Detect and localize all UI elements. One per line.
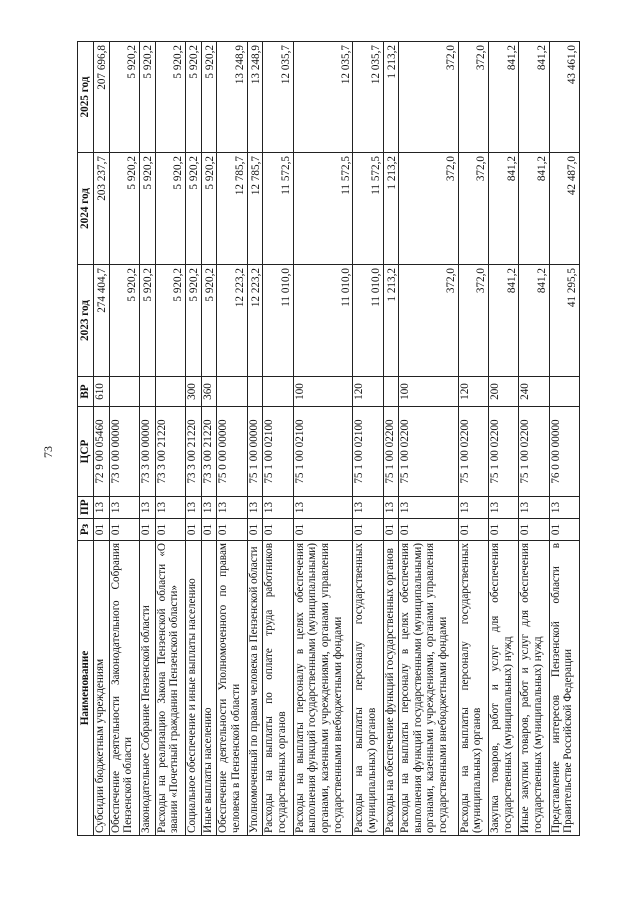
row-csr-cell: 76 0 00 00000 xyxy=(549,407,579,497)
header-csr: ЦСР xyxy=(78,407,94,497)
rotated-page-content xyxy=(77,42,580,836)
row-vr-cell xyxy=(217,377,247,407)
row-2025-cell: 12 035,7 xyxy=(293,42,352,153)
row-2025-cell: 372,0 xyxy=(458,42,488,153)
table-row xyxy=(519,42,549,836)
row-2025-cell: 5 920,2 xyxy=(201,42,217,153)
row-2025-cell: 5 920,2 xyxy=(186,42,202,153)
header-name: Наименование xyxy=(78,541,94,836)
row-2024-cell: 372,0 xyxy=(458,153,488,265)
row-2025-cell: 5 920,2 xyxy=(109,42,139,153)
row-vr-cell: 610 xyxy=(94,377,110,407)
row-csr-cell: 72 9 00 05460 xyxy=(94,407,110,497)
budget-table xyxy=(77,41,580,836)
row-name-cell: Расходы на выплаты персоналу государственных (муниципальных) органов xyxy=(353,541,383,836)
row-name-cell: Расходы на выплаты персоналу в целях обеспечения выполнения функций государственными (муниципальными) органами, казенными учреждениями, органами управления государственными внебюджетными фондами xyxy=(293,541,352,836)
row-2024-cell: 5 920,2 xyxy=(140,153,156,265)
row-csr-cell: 75 0 00 00000 xyxy=(217,407,247,497)
row-rz-cell: 01 xyxy=(488,519,518,541)
header-2025: 2025 год xyxy=(78,42,94,153)
table-row xyxy=(458,42,488,836)
row-name-cell: Расходы на выплаты по оплате труда работников государственных органов xyxy=(263,541,293,836)
row-2024-cell: 1 213,2 xyxy=(383,153,399,265)
header-pr: ПР xyxy=(78,497,94,519)
row-rz-cell: 01 xyxy=(383,519,399,541)
row-rz-cell: 01 xyxy=(140,519,156,541)
row-csr-cell: 75 1 00 02100 xyxy=(263,407,293,497)
header-rz: Рз xyxy=(78,519,94,541)
row-2025-cell: 1 213,2 xyxy=(383,42,399,153)
row-2023-cell: 372,0 xyxy=(458,265,488,377)
row-2024-cell: 841,2 xyxy=(488,153,518,265)
row-pr-cell: 13 xyxy=(293,497,352,519)
row-2023-cell: 5 920,2 xyxy=(186,265,202,377)
table-row xyxy=(155,42,185,836)
page-number: 73 xyxy=(41,446,55,458)
row-vr-cell xyxy=(549,377,579,407)
row-2024-cell: 5 920,2 xyxy=(186,153,202,265)
row-csr-cell: 73 3 00 21220 xyxy=(155,407,185,497)
row-csr-cell: 73 3 00 21220 xyxy=(201,407,217,497)
row-pr-cell: 13 xyxy=(186,497,202,519)
row-2023-cell: 5 920,2 xyxy=(140,265,156,377)
row-name-cell: Законодательное Собрание Пензенской области xyxy=(140,541,156,836)
row-csr-cell: 73 0 00 00000 xyxy=(109,407,139,497)
row-name-cell: Закупка товаров, работ и услуг для обеспечения государственных (муниципальных) нужд xyxy=(488,541,518,836)
row-rz-cell: 01 xyxy=(109,519,139,541)
row-vr-cell: 120 xyxy=(353,377,383,407)
row-2023-cell: 5 920,2 xyxy=(109,265,139,377)
row-pr-cell: 13 xyxy=(263,497,293,519)
table-row xyxy=(94,42,110,836)
table-row xyxy=(247,42,263,836)
row-pr-cell: 13 xyxy=(488,497,518,519)
row-rz-cell: 01 xyxy=(263,519,293,541)
row-name-cell: Уполномоченный по правам человека в Пензенской области xyxy=(247,541,263,836)
row-2023-cell: 12 223,2 xyxy=(247,265,263,377)
row-2023-cell: 11 010,0 xyxy=(293,265,352,377)
row-pr-cell: 13 xyxy=(247,497,263,519)
row-2024-cell: 12 785,7 xyxy=(247,153,263,265)
header-vr: ВР xyxy=(78,377,94,407)
row-vr-cell: 100 xyxy=(399,377,458,407)
row-csr-cell: 75 1 00 02200 xyxy=(519,407,549,497)
row-2023-cell: 372,0 xyxy=(399,265,458,377)
row-rz-cell: 01 xyxy=(201,519,217,541)
row-2023-cell: 12 223,2 xyxy=(217,265,247,377)
row-rz-cell: 01 xyxy=(247,519,263,541)
row-name-cell: Расходы на обеспечение функций государственных органов xyxy=(383,541,399,836)
row-rz-cell: 01 xyxy=(353,519,383,541)
table-row xyxy=(201,42,217,836)
row-2024-cell: 11 572,5 xyxy=(293,153,352,265)
row-rz-cell: 01 xyxy=(293,519,352,541)
row-2024-cell: 5 920,2 xyxy=(201,153,217,265)
row-vr-cell: 100 xyxy=(293,377,352,407)
table-row xyxy=(353,42,383,836)
row-pr-cell: 13 xyxy=(140,497,156,519)
row-2023-cell: 41 295,5 xyxy=(549,265,579,377)
row-rz-cell: 01 xyxy=(549,519,579,541)
table-row xyxy=(186,42,202,836)
row-pr-cell: 13 xyxy=(399,497,458,519)
row-rz-cell: 01 xyxy=(94,519,110,541)
row-csr-cell: 75 1 00 00000 xyxy=(247,407,263,497)
row-csr-cell: 75 1 00 02200 xyxy=(488,407,518,497)
table-row xyxy=(293,42,352,836)
row-vr-cell xyxy=(109,377,139,407)
row-rz-cell: 01 xyxy=(519,519,549,541)
row-pr-cell: 13 xyxy=(94,497,110,519)
row-csr-cell: 75 1 00 02200 xyxy=(399,407,458,497)
row-2025-cell: 13 248,9 xyxy=(217,42,247,153)
row-name-cell: Расходы на реализацию Закона Пензенской области «О звании «Почетный гражданин Пензенской области» xyxy=(155,541,185,836)
row-csr-cell: 75 1 00 02200 xyxy=(458,407,488,497)
header-2023: 2023 год xyxy=(78,265,94,377)
row-2024-cell: 372,0 xyxy=(399,153,458,265)
row-name-cell: Субсидии бюджетным учреждениям xyxy=(94,541,110,836)
row-vr-cell: 300 xyxy=(186,377,202,407)
row-2025-cell: 372,0 xyxy=(399,42,458,153)
table-body xyxy=(94,42,580,836)
row-pr-cell: 13 xyxy=(383,497,399,519)
row-2024-cell: 11 572,5 xyxy=(353,153,383,265)
row-2024-cell: 12 785,7 xyxy=(217,153,247,265)
row-vr-cell: 200 xyxy=(488,377,518,407)
row-csr-cell: 75 1 00 02100 xyxy=(353,407,383,497)
row-name-cell: Социальное обеспечение и иные выплаты населению xyxy=(186,541,202,836)
row-2023-cell: 1 213,2 xyxy=(383,265,399,377)
row-name-cell: Расходы на выплаты персоналу государственных (муниципальных) органов xyxy=(458,541,488,836)
row-2025-cell: 43 461,0 xyxy=(549,42,579,153)
table-row xyxy=(263,42,293,836)
row-name-cell: Обеспечение деятельности Уполномоченного по правам человека в Пензенской области xyxy=(217,541,247,836)
row-vr-cell xyxy=(247,377,263,407)
row-vr-cell: 120 xyxy=(458,377,488,407)
row-2024-cell: 42 487,0 xyxy=(549,153,579,265)
row-2025-cell: 13 248,9 xyxy=(247,42,263,153)
row-2025-cell: 12 035,7 xyxy=(353,42,383,153)
row-name-cell: Иные закупки товаров, работ и услуг для обеспечения государственных (муниципальных) нужд xyxy=(519,541,549,836)
row-2024-cell: 841,2 xyxy=(519,153,549,265)
row-csr-cell: 75 1 00 02200 xyxy=(383,407,399,497)
row-2023-cell: 274 404,7 xyxy=(94,265,110,377)
table-header-row xyxy=(78,42,94,836)
row-2023-cell: 11 010,0 xyxy=(353,265,383,377)
row-pr-cell: 13 xyxy=(109,497,139,519)
row-rz-cell: 01 xyxy=(186,519,202,541)
row-name-cell: Иные выплаты населению xyxy=(201,541,217,836)
row-rz-cell: 01 xyxy=(399,519,458,541)
header-2024: 2024 год xyxy=(78,153,94,265)
row-rz-cell: 01 xyxy=(217,519,247,541)
table-row xyxy=(399,42,458,836)
row-vr-cell: 360 xyxy=(201,377,217,407)
row-csr-cell: 73 3 00 00000 xyxy=(140,407,156,497)
row-name-cell: Обеспечение деятельности Законодательного Собрания Пензенской области xyxy=(109,541,139,836)
row-csr-cell: 75 1 00 02100 xyxy=(293,407,352,497)
row-2025-cell: 841,2 xyxy=(488,42,518,153)
row-pr-cell: 13 xyxy=(353,497,383,519)
table-row xyxy=(217,42,247,836)
table-row xyxy=(140,42,156,836)
row-pr-cell: 13 xyxy=(458,497,488,519)
row-pr-cell: 13 xyxy=(155,497,185,519)
table-row xyxy=(109,42,139,836)
row-vr-cell xyxy=(140,377,156,407)
row-pr-cell: 13 xyxy=(549,497,579,519)
row-vr-cell xyxy=(263,377,293,407)
row-name-cell: Расходы на выплаты персоналу в целях обеспечения выполнения функций государственными (муниципальными) органами, казенными учреждениями, органами управления государственными внебюджетными фондами xyxy=(399,541,458,836)
row-vr-cell: 240 xyxy=(519,377,549,407)
row-rz-cell: 01 xyxy=(458,519,488,541)
row-vr-cell xyxy=(155,377,185,407)
row-2023-cell: 5 920,2 xyxy=(201,265,217,377)
row-2024-cell: 5 920,2 xyxy=(109,153,139,265)
row-name-cell: Представление интересов Пензенской области в Правительстве Российской Федерации xyxy=(549,541,579,836)
row-pr-cell: 13 xyxy=(201,497,217,519)
row-2023-cell: 841,2 xyxy=(488,265,518,377)
row-pr-cell: 13 xyxy=(519,497,549,519)
row-rz-cell: 01 xyxy=(155,519,185,541)
row-2024-cell: 11 572,5 xyxy=(263,153,293,265)
table-row xyxy=(383,42,399,836)
row-2025-cell: 5 920,2 xyxy=(140,42,156,153)
table-row xyxy=(549,42,579,836)
row-2023-cell: 11 010,0 xyxy=(263,265,293,377)
row-2023-cell: 841,2 xyxy=(519,265,549,377)
row-2024-cell: 5 920,2 xyxy=(155,153,185,265)
table-row xyxy=(488,42,518,836)
row-csr-cell: 73 3 00 21220 xyxy=(186,407,202,497)
row-2023-cell: 5 920,2 xyxy=(155,265,185,377)
row-2025-cell: 207 696,8 xyxy=(94,42,110,153)
row-2025-cell: 841,2 xyxy=(519,42,549,153)
row-pr-cell: 13 xyxy=(217,497,247,519)
row-2024-cell: 203 237,7 xyxy=(94,153,110,265)
row-vr-cell xyxy=(383,377,399,407)
row-2025-cell: 12 035,7 xyxy=(263,42,293,153)
row-2025-cell: 5 920,2 xyxy=(155,42,185,153)
